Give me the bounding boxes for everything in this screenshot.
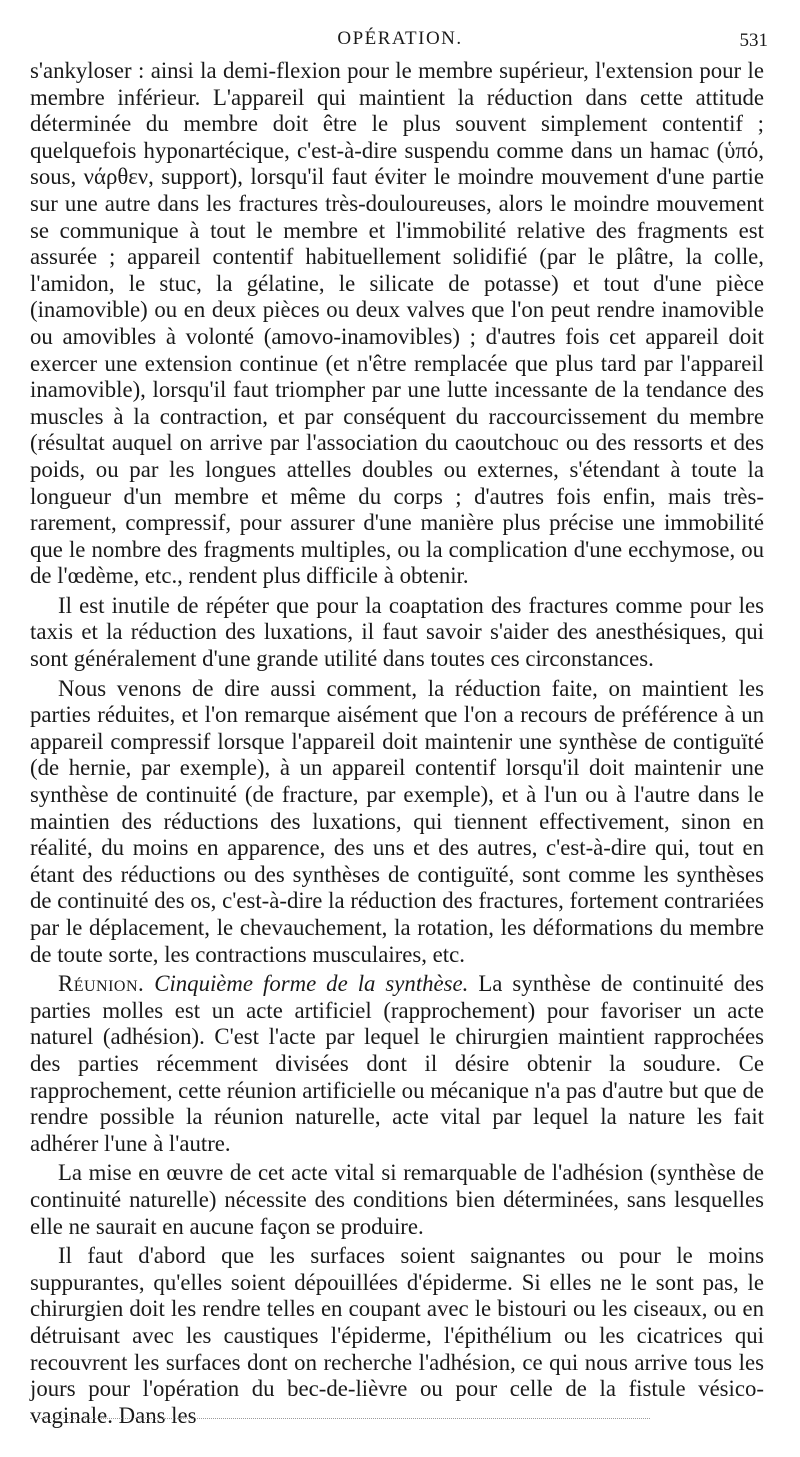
- paragraph-anesthesiques: Il est inutile de répéter que pour la coaptation des fractures comme pour les taxis et la réduction des luxations, il faut savoir s'aider des anesthésiques, qui sont généralement d'une grande utilité dans toutes ces circonstances.: [30, 592, 764, 672]
- paragraph-reunion: [30, 971, 764, 1157]
- paragraph-maintien-reductions: Nous venons de dire aussi comment, la réduction faite, on maintient les parties réduites, et l'on remarque aisément que l'on a recours de préférence à un appareil compressif lorsque l'appareil doit maintenir une synthèse de contiguïté (de hernie, par exemple), à un appareil contentif lorsqu'il doit maintenir une synthèse de continuité (de fracture, par exemple), et à l'un ou à l'autre dans le maintien des réductions des luxations, qui tiennent effectivement, sinon en réalité, du moins en apparence, des uns et des autres, c'est-à-dire qui, tout en étant des réductions ou des synthèses de contiguïté, sont comme les synthèses de continuité des os, c'est-à-dire la réduction des fractures, fortement contrariées par le déplacement, le chevauchement, la rotation, les déformations du membre de toute sorte, les contractions musculaires, etc.: [30, 675, 764, 967]
- body-text: [30, 58, 764, 1432]
- footer-rule: [30, 1418, 650, 1419]
- section-subtitle: Cinquième forme de la synthèse.: [154, 971, 469, 997]
- page-number: 531: [739, 30, 768, 51]
- running-head: [30, 28, 770, 56]
- paragraph-continuation: s'ankyloser : ainsi la demi-flexion pour le membre supérieur, l'extension pour le membre inférieur. L'appareil qui maintient la réduction dans cette attitude déterminée du membre doit être le plus souvent simplement contentif ; quelquefois hyponartécique, c'est-à-dire suspendu comme dans un hamac (ὑπό, sous, νάρθεν, support), lorsqu'il faut éviter le moindre mouvement d'une partie sur une autre dans les fractures très-douloureuses, alors le moindre mouvement se communique à tout le membre et l'immobilité relative des fragments est assurée ; appareil contentif habituellement solidifié (par le plâtre, la colle, l'amidon, le stuc, la gélatine, le silicate de potasse) et tout d'une pièce (inamovible) ou en deux pièces ou deux valves que l'on peut rendre inamovible ou amovibles à volonté (amovo-inamovibles) ; d'autres fois cet appareil doit exercer une extension continue (et n'être remplacée que plus tard par l'appareil inamovible), lorsqu'il faut triompher par une lutte incessante de la tendance des muscles à la contraction, et par conséquent du raccourcissement du membre (résultat auquel on arrive par l'association du caoutchouc ou des ressorts et des poids, ou par les longues attelles doubles ou externes, s'étendant à toute la longueur d'un membre et même du corps ; d'autres fois enfin, mais très-rarement, compressif, pour assurer d'une manière plus précise une immobilité que le nombre des fragments multiples, ou la complication d'une ecchymose, ou de l'œdème, etc., rendent plus difficile à obtenir.: [30, 58, 764, 589]
- paragraph-reunion-text: La synthèse de continuité des parties molles est un acte artificiel (rapprochement) pour favoriser un acte naturel (adhésion). C'est l'acte par lequel le chirurgien maintient rapprochées des parties récemment divisées dont il désire obtenir la soudure. Ce rapprochement, cette réunion artificielle ou mécanique n'a pas d'autre but que de rendre possible la réunion naturelle, acte vital par lequel la nature les fait adhérer l'une à l'autre.: [30, 971, 764, 1156]
- paragraph-surfaces: Il faut d'abord que les surfaces soient saignantes ou pour le moins suppurantes, qu'elles soient dépouillées d'épiderme. Si elles ne le sont pas, le chirurgien doit les rendre telles en coupant avec le bistouri ou les ciseaux, ou en détruisant avec les caustiques l'épiderme, l'épithélium ou les cicatrices qui recouvrent les surfaces dont on recherche l'adhésion, ce qui nous arrive tous les jours pour l'opération du bec-de-lièvre ou pour celle de la fistule vésico-vaginale. Dans les: [30, 1243, 764, 1428]
- section-heading-reunion: Réunion.: [58, 971, 145, 997]
- running-title: OPÉRATION.: [337, 28, 463, 49]
- paragraph-acte-vital: La mise en œuvre de cet acte vital si remarquable de l'adhésion (synthèse de continuité naturelle) nécessite des conditions bien déterminées, sans lesquelles elle ne saurait en aucune façon se produire.: [30, 1160, 764, 1239]
